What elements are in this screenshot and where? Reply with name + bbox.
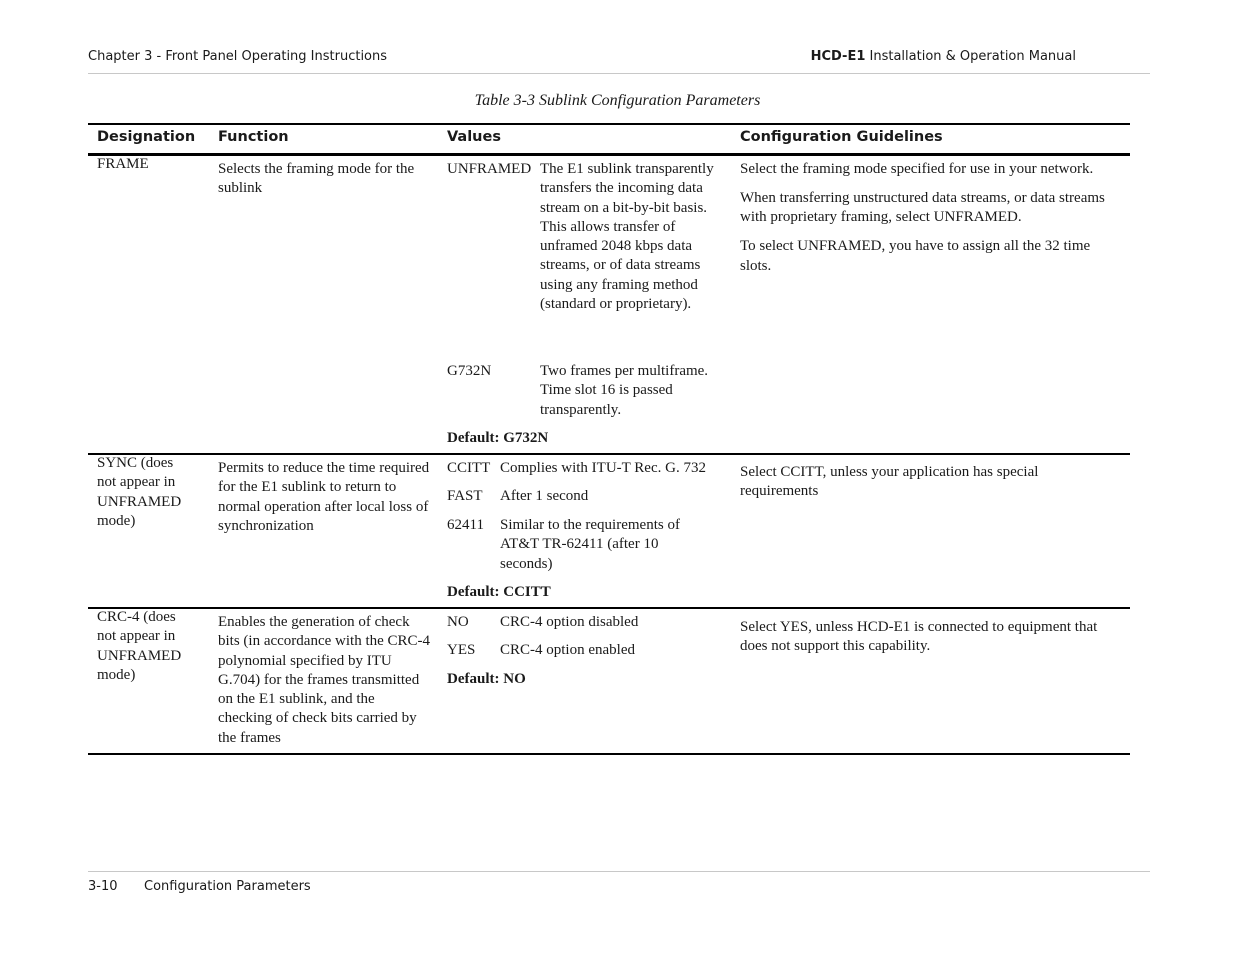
value-description: The E1 sublink transparently transfers the incoming data stream on a bit-by-bit basis. This allows transfer of unframed 2048 kbps data streams, or of data streams using any framing method (standard or proprietary). bbox=[540, 161, 714, 313]
function-cell: Selects the framing mode for the sublink bbox=[218, 161, 415, 197]
designation-cell: FRAME bbox=[97, 156, 149, 172]
function-cell: Enables the generation of check bits (in accordance with the CRC-4 polynomial specified by ITU G.704) for the frames transmitted on the E1 sublink, and the checking of check bits carried by the frames bbox=[218, 614, 431, 746]
guideline-paragraph: To select UNFRAMED, you have to assign all the 32 time slots. bbox=[740, 238, 1091, 274]
value-description: CRC-4 option disabled bbox=[500, 614, 639, 630]
table-header-rule bbox=[88, 153, 1130, 156]
column-header-guidelines: Configuration Guidelines bbox=[740, 129, 943, 145]
value-key: UNFRAMED bbox=[447, 161, 532, 177]
table-top-rule bbox=[88, 123, 1130, 125]
row-divider bbox=[88, 607, 1130, 609]
value-key: FAST bbox=[447, 488, 483, 504]
guideline-paragraph: Select YES, unless HCD-E1 is connected to equipment that does not support this capability. bbox=[740, 619, 1098, 655]
value-description: CRC-4 option enabled bbox=[500, 642, 635, 658]
value-key: 62411 bbox=[447, 517, 484, 533]
value-key: NO bbox=[447, 614, 469, 630]
default-value: Default: CCITT bbox=[447, 584, 551, 600]
column-header-values: Values bbox=[447, 129, 501, 145]
running-header-manual bbox=[811, 49, 1076, 64]
guideline-paragraph: Select the framing mode specified for use in your network. bbox=[740, 161, 1094, 177]
value-key: CCITT bbox=[447, 460, 491, 476]
column-header-designation: Designation bbox=[97, 129, 196, 145]
running-header-chapter: Chapter 3 - Front Panel Operating Instructions bbox=[88, 49, 388, 64]
footer-section-title: Configuration Parameters bbox=[144, 879, 311, 894]
value-key: G732N bbox=[447, 363, 492, 379]
value-description: Similar to the requirements of AT&T TR-62411 (after 10 seconds) bbox=[500, 517, 680, 572]
guidelines-cell bbox=[740, 618, 1110, 657]
guidelines-cell bbox=[740, 160, 1125, 276]
column-header-function: Function bbox=[218, 129, 289, 145]
value-description: Two frames per multiframe. Time slot 16 is passed transparently. bbox=[540, 363, 709, 418]
designation-cell: SYNC (does not appear in UNFRAMED mode) bbox=[97, 455, 182, 529]
table-caption: Table 3-3 Sublink Configuration Parameters bbox=[474, 92, 761, 109]
function-cell: Permits to reduce the time required for the E1 sublink to return to normal operation after local loss of synchronization bbox=[218, 460, 430, 534]
default-value: Default: NO bbox=[447, 671, 526, 687]
row-divider bbox=[88, 453, 1130, 455]
page-number: 3-10 bbox=[88, 879, 118, 894]
designation-cell: CRC-4 (does not appear in UNFRAMED mode) bbox=[97, 609, 182, 683]
table-bottom-rule bbox=[88, 753, 1130, 755]
product-name: HCD-E1 bbox=[810, 49, 866, 64]
footer-divider bbox=[88, 871, 1150, 872]
value-description: After 1 second bbox=[500, 488, 589, 504]
guidelines-cell bbox=[740, 463, 1080, 502]
value-description: Complies with ITU-T Rec. G. 732 bbox=[500, 460, 706, 476]
manual-title: Installation & Operation Manual bbox=[865, 49, 1076, 64]
guideline-paragraph: Select CCITT, unless your application has special requirements bbox=[740, 464, 1039, 500]
value-key: YES bbox=[447, 642, 476, 658]
default-value: Default: G732N bbox=[447, 430, 549, 446]
header-divider bbox=[88, 73, 1150, 74]
guideline-paragraph: When transferring unstructured data streams, or data streams with proprietary framing, select UNFRAMED. bbox=[740, 189, 1105, 226]
